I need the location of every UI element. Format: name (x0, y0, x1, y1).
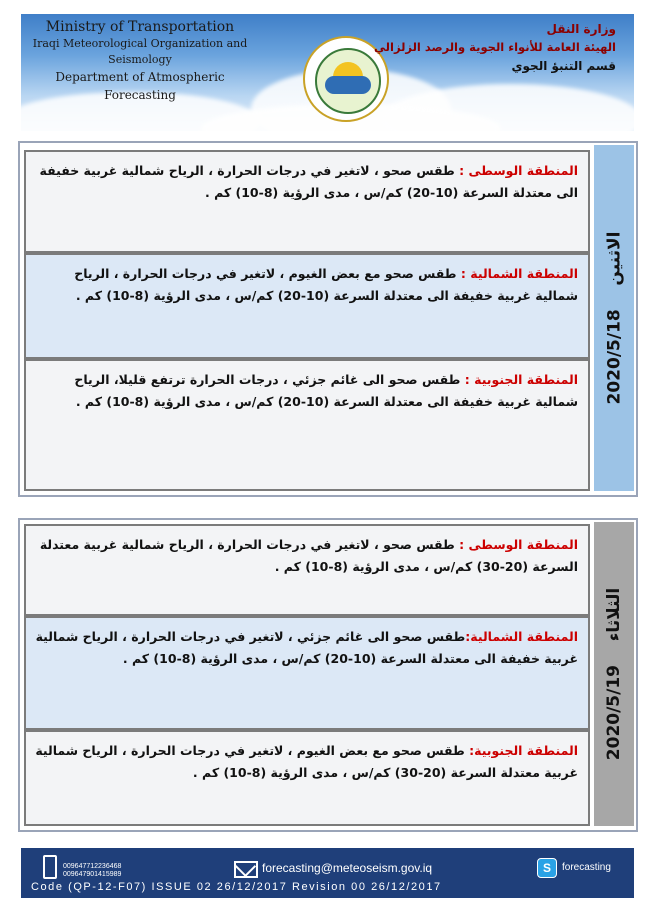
forecast-text: طقس صحو الى غائم جزئي ، لاتغير في درجات الحرارة ، الرياح شمالية غربية خفيفة الى معتدلة السرعة (10-20) كم/س ، مدى الرؤية (8-10) كم . (35, 629, 578, 666)
date-label (604, 588, 624, 760)
ministry-name-ar: وزارة النقل (546, 22, 616, 36)
forecast-day-2 (18, 518, 638, 832)
forecast-text: طقس صحو مع بعض الغيوم ، لاتغير في درجات الحرارة ، الرياح شمالية غربية خفيفة الى معتدلة السرعة (10-20) كم/س ، مدى الرؤية (8-10) كم . (74, 266, 578, 303)
ministry-name-en: Ministry of Transportation (45, 19, 235, 35)
forecast-entry-south (24, 730, 590, 826)
region-label: المنطقة الجنوبية: (469, 743, 578, 758)
region-label: المنطقة الشمالية : (460, 266, 578, 281)
page-header (21, 14, 634, 131)
email-address[interactable]: forecasting@meteoseism.gov.iq (262, 861, 433, 875)
phone-number: 009647712236468 (63, 863, 122, 870)
forecast-text: طقس صحو مع بعض الغيوم ، لاتغير في درجات الحرارة ، الرياح شمالية غربية معتدلة السرعة (20-30) كم/س ، مدى الرؤية (8-10) كم . (35, 743, 578, 780)
document-code: Code (QP-12-F07) ISSUE 02 26/12/2017 Revision 00 26/12/2017 (31, 881, 442, 893)
mobile-phone-icon (43, 855, 57, 879)
date-strip (594, 522, 634, 826)
date: 2020/5/19 (604, 664, 625, 761)
header-english (25, 18, 255, 104)
skype-icon: S (537, 858, 557, 878)
region-label: المنطقة الوسطى : (459, 537, 578, 552)
forecast-entry-central (24, 524, 590, 616)
organization-name-en: Iraqi Meteorological Organization and Seismology (32, 37, 248, 66)
weekday: الثلاثاء (604, 587, 625, 642)
forecast-entry-central (24, 150, 590, 253)
region-label: المنطقة الشمالية: (465, 629, 578, 644)
weekday: الاثنين (604, 231, 625, 286)
department-name-en: Department of Atmospheric Forecasting (55, 70, 225, 102)
region-label: المنطقة الوسطى : (459, 163, 578, 178)
organization-name-ar: الهيئة العامة للأنواء الجوية والرصد الزلزالي (374, 40, 616, 54)
forecast-text: طقس صحو ، لاتغير في درجات الحرارة ، الرياح شمالية غربية خفيفة الى معتدلة السرعة (10-20) كم/س ، مدى الرؤية (8-10) كم . (39, 163, 578, 200)
department-name-ar: قسم التنبؤ الجوي (511, 59, 616, 73)
phone-numbers (63, 863, 121, 879)
header-arabic (374, 20, 616, 76)
forecast-text: طقس صحو الى غائم جزئي ، درجات الحرارة ترتفع قليلا، الرياح شمالية غربية خفيفة الى معتدلة السرعة (10-20) كم/س ، مدى الرؤية (8-10) كم . (74, 372, 578, 409)
date-strip (594, 145, 634, 491)
forecast-entry-north (24, 616, 590, 730)
forecast-entry-south (24, 359, 590, 491)
region-label: المنطقة الجنوبية : (464, 372, 578, 387)
forecast-day-1 (18, 141, 638, 497)
forecast-text: طقس صحو ، لاتغير في درجات الحرارة ، الرياح شمالية غربية معتدلة السرعة (20-30) كم/س ، مدى الرؤية (8-10) كم . (39, 537, 578, 574)
envelope-icon (234, 861, 258, 878)
date: 2020/5/18 (604, 309, 625, 405)
phone-number: 009647901415989 (63, 871, 122, 878)
forecast-entry-north (24, 253, 590, 359)
date-label (604, 232, 624, 405)
page-footer (21, 848, 634, 898)
skype-handle[interactable]: forecasting (562, 862, 611, 873)
